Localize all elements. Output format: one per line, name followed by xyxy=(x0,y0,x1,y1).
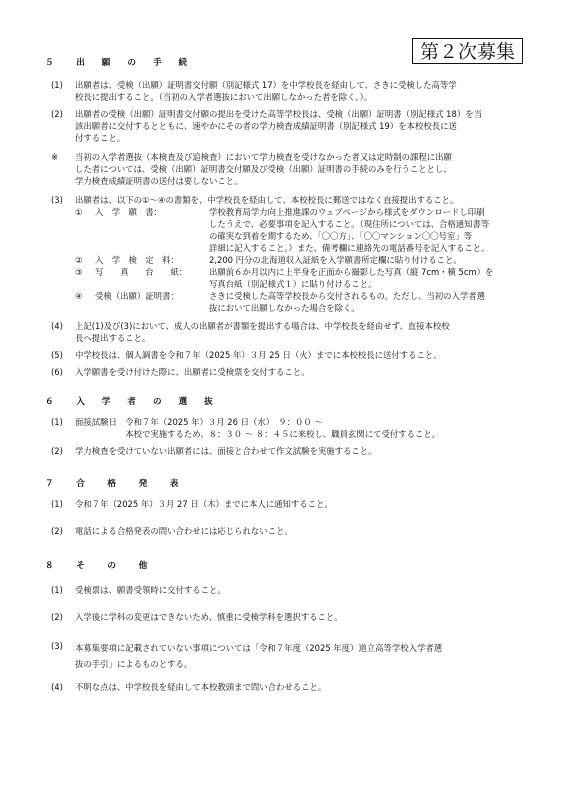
text-line: 校長に提出すること。（当初の入学者選抜において出願しなかった者を除く。）。 xyxy=(75,91,373,102)
note-mark: ※ xyxy=(51,152,59,162)
circled-number: ① xyxy=(75,207,83,217)
sec5-item-1 xyxy=(51,80,531,104)
sec8-item-4 xyxy=(51,682,531,694)
item-number: (5) xyxy=(51,350,63,360)
sec8-item-3 xyxy=(51,641,531,673)
item-number: (1) xyxy=(51,499,63,509)
sec7-item-1 xyxy=(51,499,531,511)
text-line: した者については、受検（出願）証明書交付願及び受検（出願）証明書の手続のみを行うこととし、 xyxy=(75,163,452,174)
text-line: 面接試験日 令和７年（2025 年）３月 26 日（水） ９：００ ～ xyxy=(75,417,323,427)
text-line: 上記(1)及び(3)において、成人の出願者が書類を提出する場合は、中学校長を経由せず、直接本校校 xyxy=(75,321,450,331)
text-line: 出願者は、以下の①～④の書類を、中学校長を経由して、本校校長に郵送ではなく直接提出すること。 xyxy=(75,195,459,205)
document-label: 入 学 願 書： xyxy=(95,207,162,217)
item-number: (4) xyxy=(51,682,63,692)
text-line: 学力検査を受けていない出願者には、面接と合わせて作文試験を実施すること。 xyxy=(75,446,377,456)
sec5-item-3 xyxy=(51,195,531,207)
text-line: 中学校長は、個人調書を令和７年（2025 年）３月 25 日（火）までに本校校長に送付すること。 xyxy=(75,350,442,360)
item-number: (2) xyxy=(51,446,63,456)
sec5-item-4 xyxy=(51,321,531,345)
text-line: 本校で実施するため、８：３０ ～ ８：４５に来校し、職員玄関にて受付すること。 xyxy=(75,428,441,439)
document-2-exam-fee xyxy=(75,255,531,267)
text-line: 詳細に記入すること。）また、備考欄に連絡先の電話番号を記入すること。 xyxy=(209,242,490,253)
text-line: 写真台紙（別記様式１）に貼り付けること。 xyxy=(209,278,377,289)
text-line: 令和７年（2025 年）３月 27 日（木）までに本人に通知すること。 xyxy=(75,499,333,509)
document-label: 入 学 検 定 料： xyxy=(95,255,179,265)
document-4-certificate xyxy=(75,291,531,315)
sec8-item-1 xyxy=(51,585,531,597)
document-label: 受検（出願）証明書： xyxy=(95,291,179,301)
text-line: 当初の入学者選抜（本検査及び追検査）において学力検査を受けなかった者又は定時制の課程に出願 xyxy=(75,152,452,162)
text-line: 長へ提出すること。 xyxy=(75,332,151,343)
text-line: 該出願者に交付するとともに、速やかにその者の学力検査成績証明書（別記様式 19）を本校校長に送 xyxy=(75,120,457,131)
text-line: 学力検査成績証明書の送付は要しないこと。 xyxy=(75,175,243,186)
document-3-photo-card xyxy=(75,267,531,291)
sec5-note xyxy=(51,152,531,188)
text-line: 不明な点は、中学校長を経由して本校教頭まで問い合わせること。 xyxy=(75,682,327,692)
text-line: 入学後に学科の変更はできないため、慎重に受検学科を選択すること。 xyxy=(75,612,343,622)
item-number: (1) xyxy=(51,585,63,595)
text-line: 本募集要項に記載されていない事項については「令和７年度（2025 年度）道立高等学校入学者選 xyxy=(75,643,443,653)
sec5-item-5 xyxy=(51,350,531,362)
section-5-heading: ５ 出 願 の 手 続 xyxy=(45,58,195,68)
text-line: したうえで、必要事項を記入すること。（現住所については、合格通知書等 xyxy=(209,218,490,229)
text-line: 抜の手引」によるものとする。 xyxy=(75,658,193,669)
sec6-item-1 xyxy=(51,417,531,441)
text-line: 2,200 円分の北海道収入証紙を入学願書所定欄に貼り付けること。 xyxy=(209,255,462,265)
text-line: 受検票は、願書受領時に交付すること。 xyxy=(75,585,226,595)
sec5-item-2 xyxy=(51,109,531,145)
circled-number: ② xyxy=(75,255,83,265)
sec7-item-2 xyxy=(51,526,531,538)
text-line: 入学願書を受け付けた際に、出願者に受検票を交付すること。 xyxy=(75,367,310,377)
text-line: さきに受検した高等学校長から交付されるもの。ただし、当初の入学者選 xyxy=(209,291,486,301)
section-7-heading: ７ 合 格 発 表 xyxy=(45,479,186,489)
text-line: 学校教育局学力向上推進課のウェブページから様式をダウンロードし印刷 xyxy=(209,207,485,217)
text-line: 出願者は、受検（出願）証明書交付願（別記様式 17）を中学校長を経由して、さきに受検した高等学 xyxy=(75,80,457,90)
text-line: 出願前６か月以内に上半身を正面から撮影した写真（縦 7cm・横 5cm）を xyxy=(209,267,494,277)
document-label: 写 真 台 紙： xyxy=(95,267,188,277)
sec6-item-2 xyxy=(51,446,531,458)
item-number: (3) xyxy=(51,641,63,651)
item-number: (3) xyxy=(51,195,63,205)
document-1-application-form xyxy=(75,207,531,255)
sec8-item-2 xyxy=(51,612,531,624)
text-line: の確実な到着を期するため、「〇〇方」、「〇〇マンション〇〇号室」等 xyxy=(209,230,473,241)
text-line: 電話による合格発表の問い合わせには応じられないこと。 xyxy=(75,526,293,536)
circled-number: ④ xyxy=(75,291,83,301)
sec5-item-6 xyxy=(51,367,531,379)
text-line: 抜において出願しなかった場合を除く。 xyxy=(209,302,360,313)
text-line: 出願者の受検（出願）証明書交付願の提出を受けた高等学校長は、受検（出願）証明書（別記様式 18）を当 xyxy=(75,109,482,119)
second-recruitment-badge: 第２次募集 xyxy=(412,38,523,64)
item-number: (6) xyxy=(51,367,63,377)
section-6-heading: ６ 入 学 者 の 選 抜 xyxy=(45,397,220,407)
item-number: (2) xyxy=(51,612,63,622)
item-number: (2) xyxy=(51,109,63,119)
item-number: (1) xyxy=(51,417,63,427)
item-number: (2) xyxy=(51,526,63,536)
item-number: (1) xyxy=(51,80,63,90)
item-number: (4) xyxy=(51,321,63,331)
circled-number: ③ xyxy=(75,267,83,277)
text-line: 付すること。 xyxy=(75,132,126,143)
section-8-heading: ８ そ の 他 xyxy=(45,561,155,571)
